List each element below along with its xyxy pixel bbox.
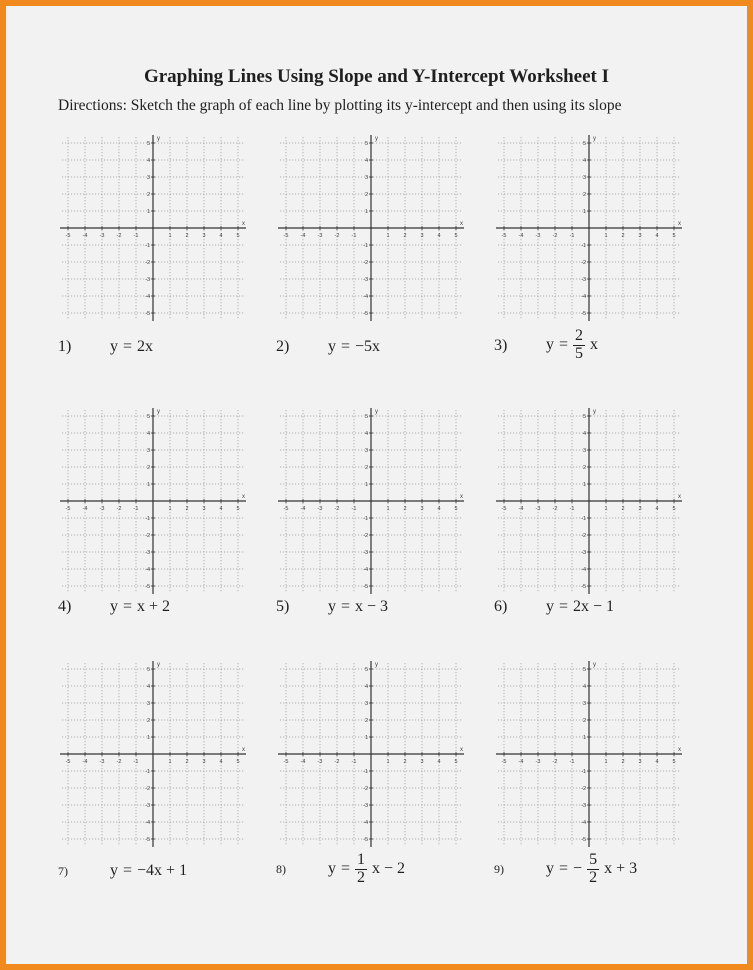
y-tick-label: -5 (145, 311, 150, 317)
y-tick-label: 4 (364, 684, 368, 690)
y-tick-label: 1 (582, 482, 586, 488)
y-tick-label: -2 (145, 260, 150, 266)
y-tick-label: -3 (581, 550, 586, 556)
y-axis-label: y (157, 662, 160, 668)
x-axis-label: x (460, 747, 463, 753)
y-tick-label: -5 (581, 837, 586, 843)
x-tick-label: -3 (99, 759, 105, 765)
coordinate-grid-3[interactable] (494, 133, 684, 323)
fraction-numerator: 2 (575, 327, 584, 344)
x-tick-label: -2 (116, 233, 122, 239)
x-tick-label: -1 (569, 506, 575, 512)
problem-1: 1) y = 2x (58, 338, 154, 355)
y-tick-label: 1 (146, 735, 150, 741)
y-tick-label: -1 (363, 243, 368, 249)
equation-lhs: y (110, 338, 118, 355)
y-axis-label: y (375, 662, 378, 668)
x-tick-label: -2 (116, 506, 122, 512)
fraction-numerator: 5 (589, 851, 598, 868)
x-tick-label: -5 (501, 506, 507, 512)
x-tick-label: -2 (552, 759, 558, 765)
y-tick-label: -4 (581, 294, 586, 300)
x-tick-label: -4 (300, 759, 306, 765)
y-tick-label: 4 (582, 684, 586, 690)
y-tick-label: 2 (364, 192, 368, 198)
y-tick-label: 2 (146, 465, 150, 471)
x-tick-label: 3 (638, 759, 642, 765)
y-tick-label: 4 (146, 431, 150, 437)
x-tick-label: 5 (672, 759, 676, 765)
y-tick-label: -1 (145, 769, 150, 775)
x-tick-label: -3 (535, 506, 541, 512)
x-tick-label: -2 (552, 233, 558, 239)
y-tick-label: -5 (363, 837, 368, 843)
y-axis-label: y (375, 409, 378, 415)
problem-number: 5) (276, 598, 290, 615)
x-tick-label: 5 (236, 506, 240, 512)
x-tick-label: 4 (655, 506, 659, 512)
x-tick-label: 2 (185, 233, 189, 239)
x-tick-label: -5 (65, 759, 71, 765)
x-tick-label: 2 (621, 233, 625, 239)
x-axis-label: x (678, 221, 681, 227)
y-tick-label: 4 (364, 158, 368, 164)
y-tick-label: 3 (146, 701, 150, 707)
equation-rhs: −5x (355, 338, 381, 355)
fraction (355, 852, 367, 887)
x-tick-label: -4 (300, 233, 306, 239)
x-tick-label: -2 (334, 506, 340, 512)
grid-svg (276, 133, 466, 323)
x-tick-label: -4 (82, 233, 88, 239)
x-tick-label: -4 (82, 506, 88, 512)
problem-2: 2) y = −5x (276, 338, 381, 355)
equation-tail: x + 3 (604, 860, 638, 878)
x-tick-label: -3 (317, 233, 323, 239)
x-tick-label: -5 (283, 759, 289, 765)
y-tick-label: -3 (581, 277, 586, 283)
equation-rhs: x + 2 (137, 598, 171, 615)
coordinate-grid-7[interactable] (58, 659, 248, 849)
y-tick-label: -4 (145, 820, 150, 826)
y-tick-label: 3 (146, 175, 150, 181)
x-tick-label: -5 (283, 506, 289, 512)
problem-number: 4) (58, 598, 72, 615)
y-tick-label: 3 (146, 448, 150, 454)
x-tick-label: 5 (672, 506, 676, 512)
x-tick-label: 1 (604, 506, 608, 512)
x-tick-label: 2 (621, 506, 625, 512)
x-tick-label: -5 (501, 759, 507, 765)
directions-text: Directions: Sketch the graph of each line by plotting its y-intercept and then using its slope (58, 97, 622, 114)
y-tick-label: -5 (581, 311, 586, 317)
equation-lhs: y (546, 336, 554, 354)
grid-svg (58, 659, 248, 849)
y-tick-label: -4 (145, 567, 150, 573)
x-tick-label: -2 (334, 759, 340, 765)
problem-6: 6) y = 2x − 1 (494, 598, 615, 615)
fraction-denominator: 2 (357, 868, 366, 886)
y-tick-label: 5 (364, 667, 368, 673)
x-tick-label: -3 (99, 506, 105, 512)
y-tick-label: -4 (363, 820, 368, 826)
y-tick-label: 5 (146, 667, 150, 673)
y-axis-label: y (593, 662, 596, 668)
x-tick-label: -2 (552, 506, 558, 512)
y-tick-label: -4 (363, 567, 368, 573)
x-tick-label: -4 (518, 759, 524, 765)
x-tick-label: 5 (236, 233, 240, 239)
coordinate-grid-2[interactable] (276, 133, 466, 323)
x-tick-label: 1 (604, 759, 608, 765)
page-title: Graphing Lines Using Slope and Y-Intercept Worksheet I (143, 66, 610, 87)
equation-rhs: −4x + 1 (137, 862, 188, 879)
y-tick-label: 4 (146, 158, 150, 164)
equation-lhs: y (328, 338, 336, 355)
x-tick-label: 1 (386, 759, 390, 765)
grid-svg (494, 406, 684, 596)
equation-tail: x − 2 (372, 860, 406, 878)
x-tick-label: -3 (317, 506, 323, 512)
x-tick-label: 4 (219, 759, 223, 765)
x-tick-label: 4 (437, 759, 441, 765)
x-axis-label: x (242, 221, 245, 227)
y-tick-label: 1 (364, 735, 368, 741)
y-tick-label: -3 (363, 803, 368, 809)
problem-number: 6) (494, 598, 508, 615)
x-tick-label: -3 (535, 233, 541, 239)
equation-lhs: y (110, 862, 118, 879)
x-tick-label: 1 (386, 506, 390, 512)
y-tick-label: 2 (146, 192, 150, 198)
y-tick-label: 4 (146, 684, 150, 690)
problem-number: 9) (494, 862, 504, 877)
y-tick-label: 2 (582, 718, 586, 724)
x-tick-label: 4 (655, 759, 659, 765)
y-tick-label: 2 (364, 465, 368, 471)
x-tick-label: 5 (672, 233, 676, 239)
y-tick-label: -2 (363, 786, 368, 792)
x-tick-label: 3 (420, 233, 424, 239)
y-tick-label: 4 (364, 431, 368, 437)
coordinate-grid-4[interactable] (58, 406, 248, 596)
problem-number: 1) (58, 338, 72, 355)
y-tick-label: -5 (145, 584, 150, 590)
x-axis-label: x (460, 221, 463, 227)
x-tick-label: -3 (99, 233, 105, 239)
x-tick-label: -4 (300, 506, 306, 512)
y-tick-label: -5 (363, 584, 368, 590)
x-tick-label: -5 (65, 506, 71, 512)
y-tick-label: 5 (582, 667, 586, 673)
y-tick-label: -1 (363, 516, 368, 522)
x-tick-label: 2 (185, 759, 189, 765)
grid-svg (494, 659, 684, 849)
problem-7: 7) y = −4x + 1 (58, 862, 188, 879)
y-tick-label: -1 (145, 243, 150, 249)
grid-svg (276, 406, 466, 596)
equation-lhs: y (546, 860, 554, 878)
y-tick-label: -1 (363, 769, 368, 775)
x-tick-label: -1 (351, 233, 357, 239)
y-tick-label: 2 (364, 718, 368, 724)
y-axis-label: y (593, 136, 596, 142)
fraction-numerator: 1 (357, 851, 366, 868)
y-tick-label: 5 (364, 414, 368, 420)
equation-lhs: y (328, 598, 336, 615)
y-tick-label: -1 (581, 769, 586, 775)
y-tick-label: -1 (145, 516, 150, 522)
y-tick-label: -3 (363, 550, 368, 556)
coordinate-grid-6[interactable] (494, 406, 684, 596)
grid-svg (276, 659, 466, 849)
problem-3: 3) y = $\frac{2}{5}$ x (494, 327, 599, 362)
y-tick-label: -2 (145, 533, 150, 539)
grid-svg (494, 133, 684, 323)
x-tick-label: 4 (437, 233, 441, 239)
equation-rhs: 2x (137, 338, 154, 355)
problem-number: 2) (276, 338, 290, 355)
y-tick-label: 3 (582, 701, 586, 707)
x-tick-label: -1 (133, 233, 139, 239)
y-tick-label: -3 (145, 277, 150, 283)
x-tick-label: -1 (351, 759, 357, 765)
x-tick-label: -3 (317, 759, 323, 765)
y-tick-label: 4 (582, 158, 586, 164)
y-tick-label: -2 (363, 533, 368, 539)
coordinate-grid-5[interactable] (276, 406, 466, 596)
y-tick-label: -3 (581, 803, 586, 809)
problem-number: 8) (276, 862, 286, 877)
x-tick-label: 2 (403, 759, 407, 765)
worksheet-page (6, 6, 747, 964)
x-tick-label: 3 (202, 233, 206, 239)
x-tick-label: -1 (351, 506, 357, 512)
x-tick-label: 3 (202, 506, 206, 512)
y-tick-label: 3 (364, 448, 368, 454)
x-tick-label: 5 (454, 233, 458, 239)
x-tick-label: -5 (283, 233, 289, 239)
x-tick-label: 1 (604, 233, 608, 239)
x-axis-label: x (678, 494, 681, 500)
equation-rhs: 2x − 1 (573, 598, 615, 615)
problem-4: 4) y = x + 2 (58, 598, 171, 615)
y-tick-label: -4 (581, 820, 586, 826)
y-tick-label: 1 (582, 735, 586, 741)
y-tick-label: -2 (581, 260, 586, 266)
equation-tail: x (590, 336, 599, 354)
y-tick-label: 1 (146, 482, 150, 488)
y-tick-label: -3 (145, 803, 150, 809)
x-tick-label: 2 (621, 759, 625, 765)
x-tick-label: 1 (168, 759, 172, 765)
x-tick-label: -2 (334, 233, 340, 239)
equation-rhs: x − 3 (355, 598, 389, 615)
y-tick-label: 3 (364, 701, 368, 707)
y-tick-label: -4 (145, 294, 150, 300)
x-tick-label: -3 (535, 759, 541, 765)
x-tick-label: 4 (655, 233, 659, 239)
x-tick-label: -4 (518, 233, 524, 239)
x-tick-label: 3 (638, 506, 642, 512)
y-tick-label: -5 (363, 311, 368, 317)
y-axis-label: y (375, 136, 378, 142)
fraction-denominator: 2 (589, 868, 598, 886)
x-tick-label: 1 (168, 233, 172, 239)
equation-sign: − (573, 860, 583, 878)
y-tick-label: 1 (364, 482, 368, 488)
fraction (587, 852, 599, 887)
y-tick-label: -1 (581, 516, 586, 522)
problem-8: 8) y = $\frac{1}{2}$ x − 2 (276, 851, 406, 886)
y-tick-label: 2 (582, 192, 586, 198)
y-tick-label: -4 (581, 567, 586, 573)
grid-svg (58, 133, 248, 323)
x-tick-label: 2 (403, 506, 407, 512)
y-tick-label: 3 (582, 175, 586, 181)
x-tick-label: 4 (219, 506, 223, 512)
y-tick-label: 1 (364, 209, 368, 215)
x-tick-label: 3 (420, 759, 424, 765)
coordinate-grid-1[interactable] (58, 133, 248, 323)
problem-5: 5) y = x − 3 (276, 598, 389, 615)
y-tick-label: 2 (146, 718, 150, 724)
y-tick-label: 3 (582, 448, 586, 454)
y-tick-label: 5 (146, 414, 150, 420)
y-tick-label: -2 (581, 786, 586, 792)
y-axis-label: y (593, 409, 596, 415)
coordinate-grid-8[interactable] (276, 659, 466, 849)
coordinate-grid-9[interactable] (494, 659, 684, 849)
problem-number: 7) (58, 864, 68, 878)
x-axis-label: x (242, 747, 245, 753)
x-tick-label: 1 (168, 506, 172, 512)
x-tick-label: -4 (518, 506, 524, 512)
y-tick-label: -5 (145, 837, 150, 843)
y-tick-label: -5 (581, 584, 586, 590)
y-tick-label: 1 (146, 209, 150, 215)
y-tick-label: 5 (582, 414, 586, 420)
y-tick-label: -2 (145, 786, 150, 792)
x-tick-label: 4 (219, 233, 223, 239)
y-tick-label: 5 (364, 141, 368, 147)
x-tick-label: -1 (133, 759, 139, 765)
y-tick-label: -2 (581, 533, 586, 539)
y-tick-label: 5 (146, 141, 150, 147)
x-tick-label: -2 (116, 759, 122, 765)
problem-number: 3) (494, 336, 508, 354)
equation-lhs: y (328, 860, 336, 878)
y-tick-label: -2 (363, 260, 368, 266)
x-tick-label: -5 (65, 233, 71, 239)
x-tick-label: -1 (569, 759, 575, 765)
equation-lhs: y (546, 598, 554, 615)
y-axis-label: y (157, 409, 160, 415)
x-tick-label: 4 (437, 506, 441, 512)
y-tick-label: -3 (145, 550, 150, 556)
x-axis-label: x (460, 494, 463, 500)
x-tick-label: 2 (403, 233, 407, 239)
problem-9: 9) y = − $\frac{5}{2}$ x + 3 (494, 851, 638, 886)
x-tick-label: -5 (501, 233, 507, 239)
x-tick-label: -1 (569, 233, 575, 239)
y-axis-label: y (157, 136, 160, 142)
x-tick-label: 3 (202, 759, 206, 765)
fraction (573, 328, 585, 363)
y-tick-label: 2 (582, 465, 586, 471)
x-axis-label: x (242, 494, 245, 500)
x-tick-label: 5 (454, 506, 458, 512)
x-tick-label: 5 (454, 759, 458, 765)
x-axis-label: x (678, 747, 681, 753)
x-tick-label: -4 (82, 759, 88, 765)
y-tick-label: 1 (582, 209, 586, 215)
x-tick-label: 5 (236, 759, 240, 765)
x-tick-label: -1 (133, 506, 139, 512)
x-tick-label: 3 (638, 233, 642, 239)
y-tick-label: -3 (363, 277, 368, 283)
y-tick-label: -4 (363, 294, 368, 300)
y-tick-label: 4 (582, 431, 586, 437)
y-tick-label: 5 (582, 141, 586, 147)
x-tick-label: 2 (185, 506, 189, 512)
equation-lhs: y (110, 598, 118, 615)
fraction-denominator: 5 (575, 344, 584, 362)
grid-svg (58, 406, 248, 596)
y-tick-label: 3 (364, 175, 368, 181)
x-tick-label: 3 (420, 506, 424, 512)
x-tick-label: 1 (386, 233, 390, 239)
y-tick-label: -1 (581, 243, 586, 249)
